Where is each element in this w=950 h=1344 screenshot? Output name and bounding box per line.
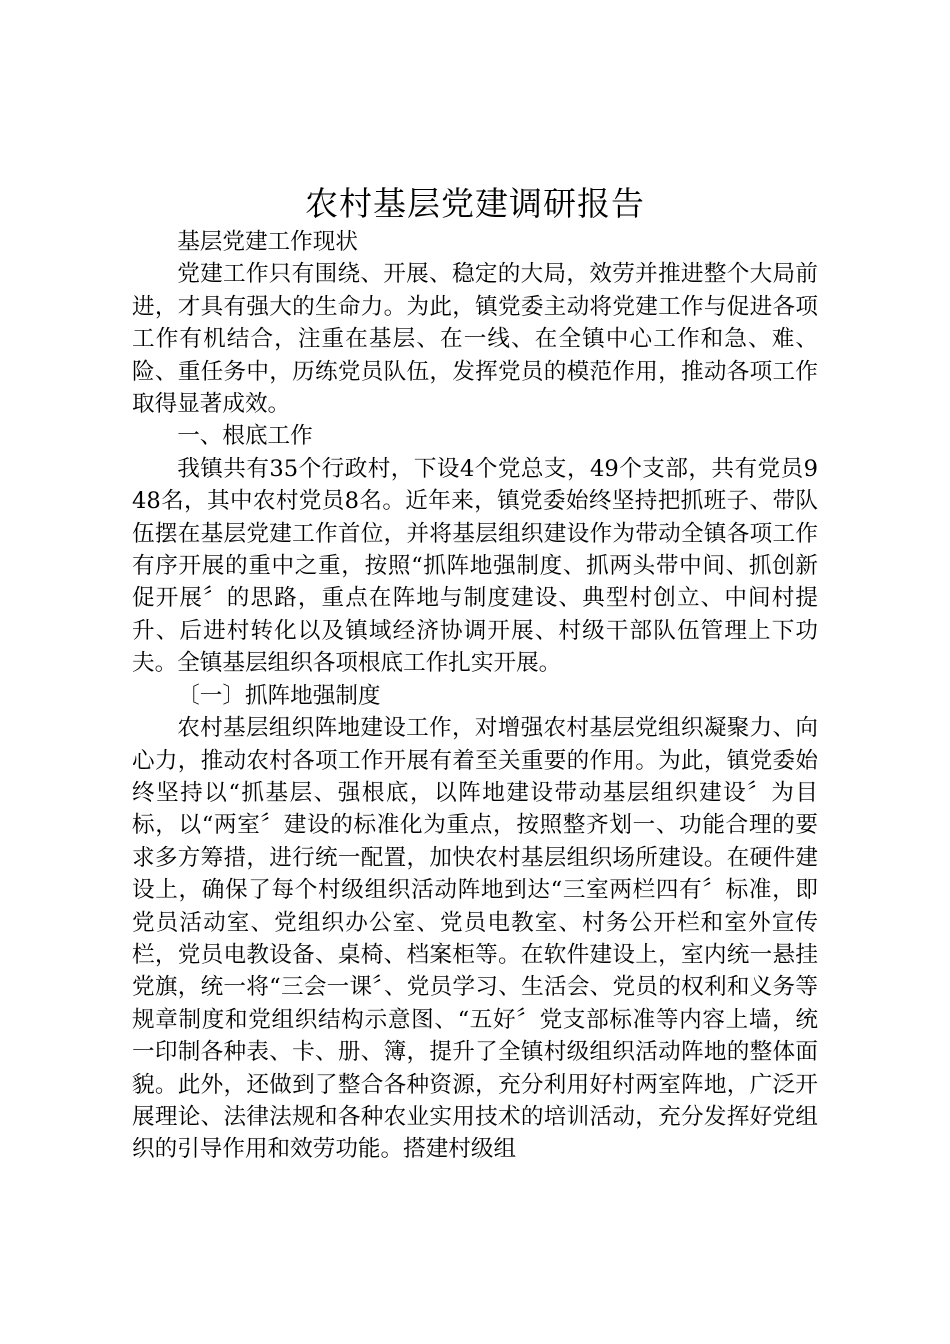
paragraph-positions-systems: 农村基层组织阵地建设工作，对增强农村基层党组织凝聚力、向心力，推动农村各项工作开展有着至关重要的作用。为此，镇党委始终坚持以“抓基层、强根底，以阵地建设带动基层组织建设〞为目标，以“两室〞建设的标准化为重点，按照整齐划一、功能合理的要求多方筹措，进行统一配置，加快农村基层组织场所建设。在硬件建设上，确保了每个村级组织活动阵地到达“三室两栏四有〞标准，即党员活动室、党组织办公室、党员电教室、村务公开栏和室外宣传栏，党员电教设备、桌椅、档案柜等。在软件建设上，室内统一悬挂党旗，统一将“三会一课〞、党员学习、生活会、党员的权利和义务等规章制度和党组织结构示意图、“五好〞党支部标准等内容上墙，统一印制各种表、卡、册、簿，提升了全镇村级组织活动阵地的整体面貌。此外，还做到了整合各种资源，充分利用好村两室阵地，广泛开展理论、法律法规和各种农业实用技术的培训活动，充分发挥好党组织的引导作用和效劳功能。搭建村级组 [132,715,818,1163]
document-body [132,226,818,1166]
section-heading-current-status: 基层党建工作现状 [177,229,358,255]
document-title: 农村基层党建调研报告 [305,184,645,223]
section-heading-basic-work: 一、根底工作 [177,423,313,450]
subsection-heading-positions-systems: 〔一〕抓阵地强制度 [177,682,381,709]
paragraph-basic-work: 我镇共有35个行政村，下设4个党总支，49个支部，共有党员948名，其中农村党员8名。近年来，镇党委始终坚持把抓班子、带队伍摆在基层党建工作首位，并将基层组织建设作为带动全镇各项工作有序开展的重中之重，按照“抓阵地强制度、抓两头带中间、抓创新促开展〞的思路，重点在阵地与制度建设、典型村创立、中间村提升、后进村转化以及镇域经济协调开展、村级干部队伍管理上下功夫。全镇基层组织各项根底工作扎实开展。 [132,455,818,677]
paragraph-intro: 党建工作只有围绕、开展、稳定的大局，效劳并推进整个大局前进，才具有强大的生命力。为此，镇党委主动将党建工作与促进各项工作有机结合，注重在基层、在一线、在全镇中心工作和急、难、险、重任务中，历练党员队伍，发挥党员的模范作用，推动各项工作取得显著成效。 [132,261,818,418]
